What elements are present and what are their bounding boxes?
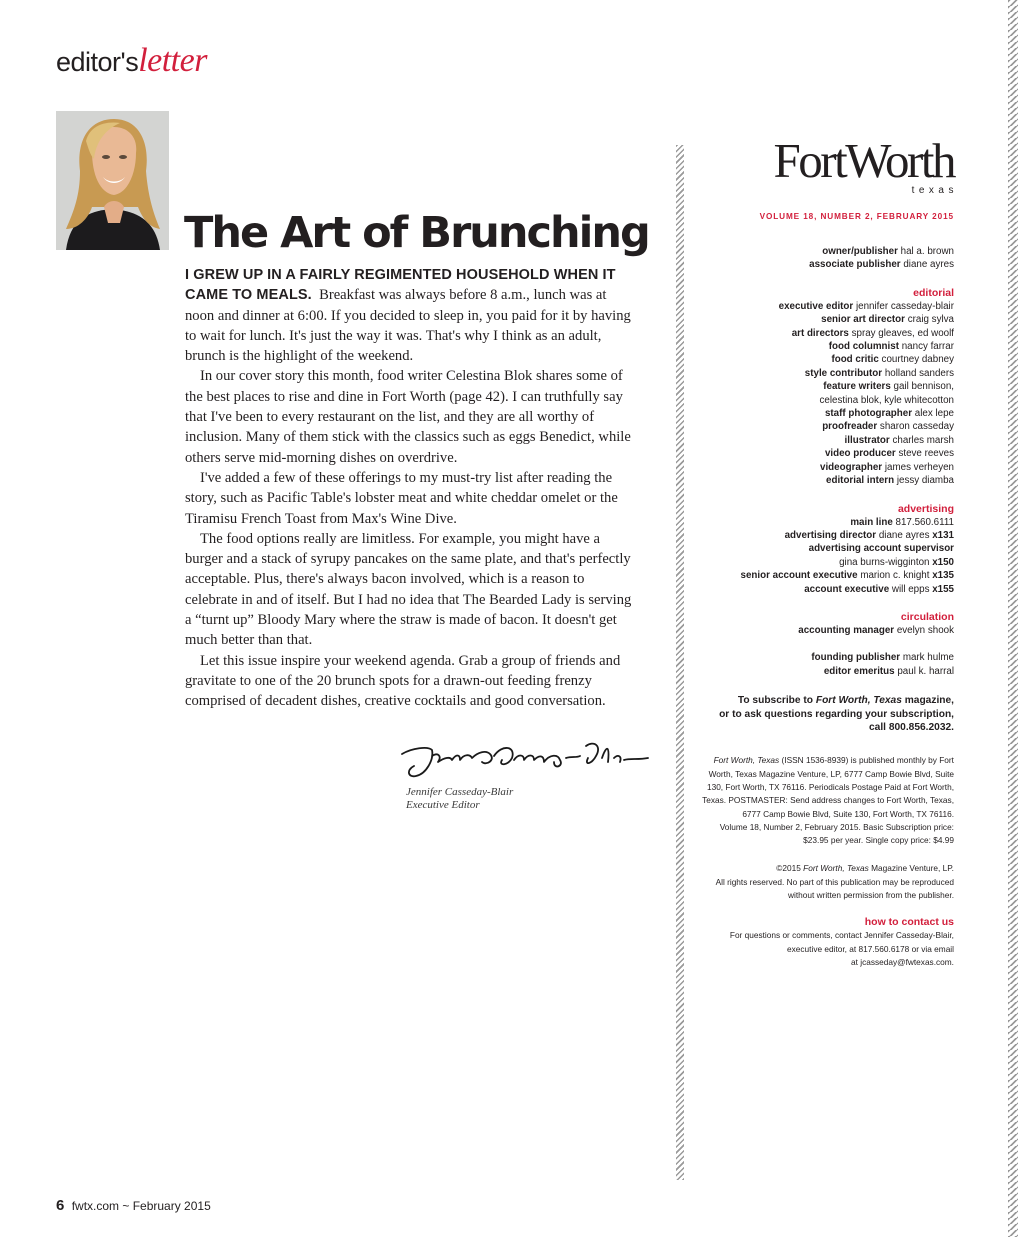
masthead	[690, 133, 958, 969]
body-paragraph-5: Let this issue inspire your weekend agenda. Grab a group of friends and gravitate to one of the 20 brunch spots for a drawn-out feeding frenzy comprised of decadent dishes, creative cocktails and good conversation.	[185, 652, 621, 710]
editorial-heading: editorial	[913, 286, 954, 299]
masthead-entry: senior art director craig sylva	[821, 314, 954, 326]
masthead-entry: celestina blok, kyle whitecotton	[819, 394, 954, 406]
masthead-entry: editorial intern jessy diamba	[826, 475, 954, 487]
advertising-heading: advertising	[897, 502, 954, 515]
contact-heading: how to contact us	[864, 916, 954, 929]
masthead-entry: video producer steve reeves	[824, 448, 954, 460]
issue-volume: VOLUME 18, NUMBER 2, FEBRUARY 2015	[759, 212, 954, 221]
masthead-founders	[690, 651, 954, 678]
signer-name: Jennifer Casseday-Blair	[406, 786, 514, 798]
article-body	[185, 265, 635, 712]
magazine-logo-subtitle: texas	[911, 185, 958, 196]
masthead-entry: gina burns-wigginton x150	[839, 556, 954, 568]
masthead-circulation	[690, 610, 954, 637]
lead-in: I GREW UP IN A FAIRLY REGIMENTED HOUSEHOLD WHEN IT CAME TO MEALS.	[185, 267, 616, 304]
circulation-heading: circulation	[900, 610, 954, 623]
masthead-editorial	[690, 286, 954, 488]
masthead-entry: videographer james verheyen	[820, 461, 954, 473]
contact-email-line[interactable]: at jcasseday@fwtexas.com.	[851, 956, 954, 967]
masthead-entry: illustrator charles marsh	[844, 434, 954, 446]
subscribe-line-1: To subscribe to Fort Worth, Texas magazine,	[737, 695, 954, 707]
masthead-entry: feature writers gail bennison,	[823, 381, 954, 393]
masthead-entry: art directors spray gleaves, ed woolf	[791, 327, 954, 339]
masthead-entry: associate publisher diane ayres	[809, 259, 954, 271]
masthead-entry: account executive will epps x155	[804, 583, 954, 595]
body-paragraph-2: In our cover story this month, food writer Celestina Blok shares some of the best places to rise and dine in Fort Worth (page 42). I can truthfully say that I've been to every restaurant on the list, and they are all worthy of inclusion. Many of them stick with the classics such as eggs Benedict, while others serve mid-morning dishes on overdrive.	[185, 368, 631, 466]
masthead-entry: advertising account supervisor	[808, 543, 954, 555]
subscription-info	[690, 694, 954, 734]
article-headline: The Art of Brunching	[184, 208, 649, 258]
magazine-logo: FortWorth	[773, 133, 954, 188]
publication-statement: Fort Worth, Texas (ISSN 1536-8939) is published monthly by Fort Worth, Texas Magazine Venture, LP, 6777 Camp Bowie Blvd, Suite 130, Fort Worth, TX 76116. Periodicals Postage Paid at Fort Worth, Texas. POSTMASTER: Send address changes to Fort Worth, Texas, 6777 Camp Bowie Blvd, Suite 130, Fort Worth, TX 76116. Volume 18, Number 2, February 2015. Basic Subscription price: $23.95 per year. Single copy price: $4.99	[702, 755, 954, 846]
masthead-advertising	[690, 502, 954, 596]
subscribe-line-3: call 800.856.2032.	[869, 721, 954, 733]
editor-portrait-image	[56, 111, 169, 250]
masthead-entry: executive editor jennifer casseday-blair	[778, 300, 954, 312]
section-label-letter: letter	[138, 42, 207, 79]
section-label-editors: editor's	[56, 47, 139, 77]
editor-photo	[56, 111, 169, 250]
masthead-entry: style contributor holland sanders	[804, 367, 954, 379]
masthead-entry: staff photographer alex lepe	[824, 408, 954, 420]
page-footer	[56, 1197, 211, 1214]
masthead-entry: proofreader sharon casseday	[822, 421, 954, 433]
masthead-entry: main line 817.560.6111	[850, 516, 954, 528]
body-paragraph-3: I've added a few of these offerings to my must-try list after reading the story, such as Pacific Table's lobster meat and white cheddar omelet or the Tiramisu French Toast from Max's Wine Dive.	[185, 469, 618, 527]
page-edge-border	[996, 0, 1024, 1237]
subscribe-line-2: or to ask questions regarding your subscription,	[719, 708, 954, 720]
handwritten-signature	[398, 736, 658, 782]
masthead-entry: advertising director diane ayres x131	[784, 529, 954, 541]
contact-info: For questions or comments, contact Jennifer Casseday-Blair, executive editor, at 817.560.6178 or via email at jcasseday@fwtexas.com.	[690, 929, 954, 969]
paragraph-1-text: Breakfast was always before 8 a.m., lunch was at noon and dinner at 6:00. If you decided to sleep in, you paid for it by having to wait for lunch. It's just the way it was. That's why I think as an adult, brunch is the highlight of the weekend.	[185, 287, 631, 365]
masthead-entry: editor emeritus paul k. harral	[823, 665, 954, 677]
column-divider	[676, 145, 684, 1180]
masthead-owners	[690, 245, 954, 272]
masthead-entry: accounting manager evelyn shook	[798, 624, 954, 636]
footer-text: fwtx.com ~ February 2015	[71, 1199, 211, 1213]
body-paragraph-4: The food options really are limitless. For example, you might have a burger and a stack of syrupy pancakes on the same plate, and that's perfectly acceptable. Plus, there's always bacon involved, which is a reason to celebrate in and of itself. But I had no idea that The Bearded Lady is serving a “turnt up” Bloody Mary where the straw is made of bacon. It doesn't get much better than that.	[185, 530, 632, 649]
copyright-notice: ©2015 Fort Worth, Texas Magazine Venture, LP. All rights reserved. No part of this publication may be reproduced without written permission from the publisher.	[715, 863, 954, 901]
masthead-entry: founding publisher mark hulme	[811, 652, 954, 664]
section-header	[56, 42, 207, 88]
masthead-entry: food critic courtney dabney	[831, 354, 954, 366]
body-paragraph-1	[185, 265, 635, 366]
page-number: 6	[56, 1197, 65, 1214]
masthead-entry: senior account executive marion c. knight x135	[740, 570, 954, 582]
signer-title: Executive Editor	[406, 799, 480, 811]
masthead-entry: owner/publisher hal a. brown	[822, 246, 954, 257]
masthead-entry: food columnist nancy farrar	[828, 341, 954, 353]
